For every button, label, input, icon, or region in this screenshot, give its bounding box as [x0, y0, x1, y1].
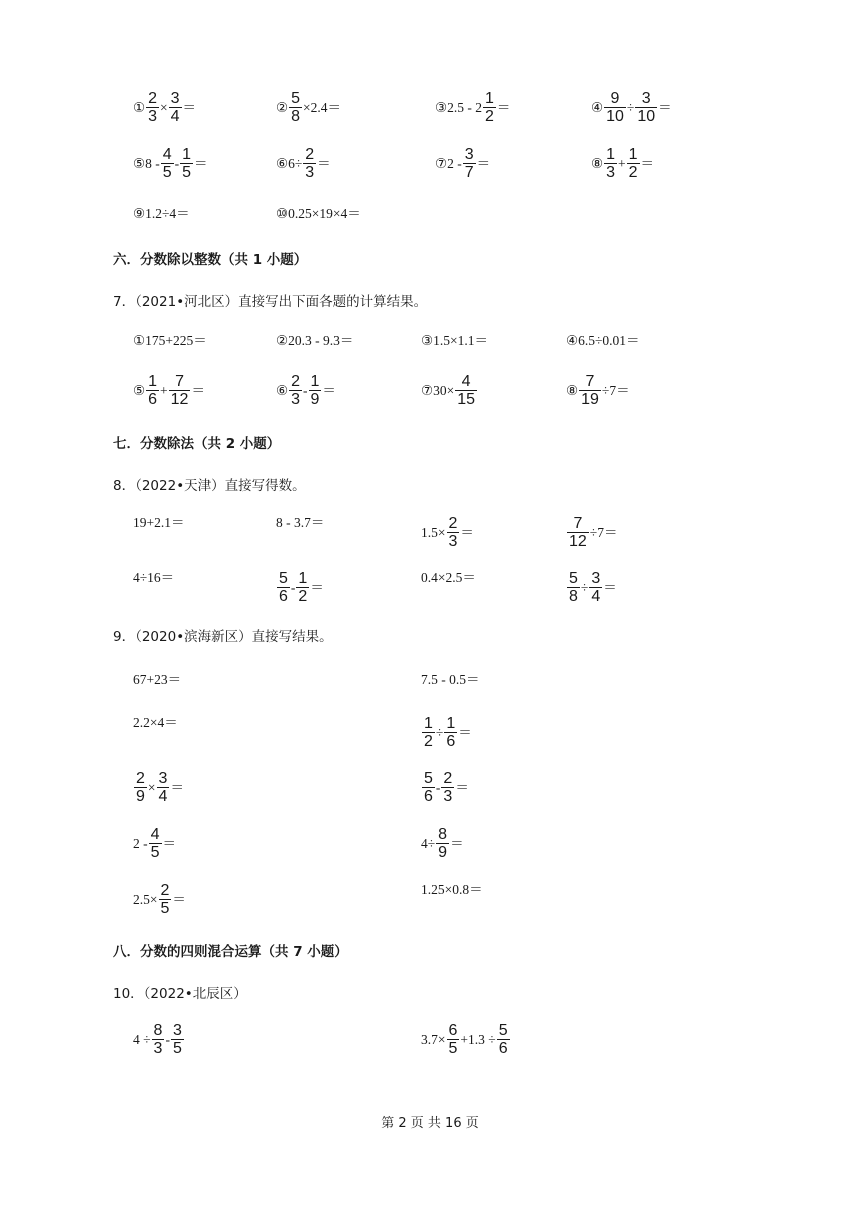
fraction-numerator: 7 [585, 373, 595, 390]
fraction-numerator: 6 [448, 1022, 458, 1039]
fraction-numerator: 3 [170, 90, 180, 107]
q8-expr-2 [276, 515, 324, 531]
q8-expr-7 [421, 570, 476, 586]
expr-text: 1.25×0.8＝ [421, 882, 483, 897]
q9-expr-6 [421, 770, 469, 805]
q9-expr-3 [133, 715, 178, 731]
fraction-numerator: 5 [279, 570, 288, 587]
expr-text: ＝ [194, 155, 208, 171]
fraction [289, 90, 302, 125]
expr-text: ＝ [450, 835, 464, 851]
expr-text: ④ [591, 99, 604, 115]
expr-text: ②20.3 - 9.3＝ [276, 333, 354, 348]
q7-expr-7 [421, 373, 478, 408]
expr-text: 1.5× [421, 524, 446, 540]
expr-text: + [618, 155, 626, 171]
fraction-numerator: 4 [461, 373, 471, 390]
expr-text: ⑩0.25×19×4＝ [276, 206, 361, 221]
fraction [579, 373, 601, 408]
expr-text: ＝ [191, 382, 205, 398]
fraction-numerator: 4 [162, 146, 172, 163]
fraction-denominator: 3 [305, 164, 315, 181]
fraction [171, 1022, 184, 1057]
fraction-numerator: 2 [443, 770, 453, 787]
expr-text: ＝ [322, 382, 336, 398]
fraction [146, 90, 159, 125]
q10-expr-2 [421, 1022, 511, 1057]
fraction-numerator: 1 [310, 373, 320, 390]
fraction-numerator: 1 [628, 146, 638, 163]
expr-text: 4 ÷ [133, 1031, 151, 1047]
fraction-denominator: 19 [581, 391, 599, 408]
fraction-denominator: 3 [153, 1040, 163, 1057]
expr-text: ÷7＝ [601, 382, 630, 398]
q9-expr-7 [133, 826, 176, 861]
fraction-denominator: 2 [424, 733, 433, 750]
fraction [444, 715, 457, 750]
fraction-denominator: 5 [448, 1040, 458, 1057]
expr-text: +1.3 ÷ [460, 1031, 496, 1047]
fraction-denominator: 5 [162, 164, 172, 181]
fraction-numerator: 2 [148, 90, 158, 107]
fraction [447, 1022, 460, 1057]
fraction-denominator: 2 [484, 108, 494, 125]
fraction-numerator: 3 [591, 570, 601, 587]
q7-expr-3 [421, 333, 488, 349]
fraction [309, 373, 322, 408]
expr-text: ⑦2 - [435, 155, 462, 171]
fraction [455, 373, 477, 408]
fraction [589, 570, 602, 605]
fraction [436, 826, 449, 861]
fraction-numerator: 1 [484, 90, 494, 107]
expr-text: ＝ [658, 99, 672, 115]
fraction [627, 146, 640, 181]
fraction-denominator: 9 [438, 844, 448, 861]
expr-text: - [290, 579, 296, 595]
fraction [277, 570, 290, 605]
fraction [303, 146, 316, 181]
q10-expr-1 [133, 1022, 185, 1057]
fraction-numerator: 1 [182, 146, 192, 163]
fraction-denominator: 6 [498, 1040, 508, 1057]
fraction-denominator: 6 [148, 391, 158, 408]
fraction-numerator: 1 [606, 146, 616, 163]
fraction-numerator: 3 [641, 90, 651, 107]
expr-text: 8 - 3.7＝ [276, 515, 325, 530]
fraction [296, 570, 309, 605]
page-footer: 第 2 页 共 16 页 [381, 1116, 479, 1131]
fraction [497, 1022, 510, 1057]
q8-expr-6 [276, 570, 324, 605]
expr-text: ＝ [170, 779, 184, 795]
expr-text: ①175+225＝ [133, 333, 207, 348]
fraction-denominator: 15 [457, 391, 476, 408]
fraction-numerator: 5 [569, 570, 578, 587]
q8-expr-1 [133, 515, 185, 531]
fraction-numerator: 8 [438, 826, 448, 843]
question-9: 9．（2020•滨海新区）直接写结果。 [113, 629, 333, 645]
expr-text: 4÷ [421, 835, 436, 851]
expr-text: ⑥ [276, 382, 289, 398]
fraction-denominator: 5 [182, 164, 192, 181]
expr-text: ⑦30× [421, 382, 455, 398]
expr-text: 7.5 - 0.5＝ [421, 672, 480, 687]
q7-expr-8 [566, 373, 630, 408]
fraction [447, 515, 460, 550]
fraction [157, 770, 170, 805]
expr-text: ×2.4＝ [303, 99, 342, 115]
expr-7 [435, 146, 490, 181]
expr-6 [276, 146, 331, 181]
fraction [604, 90, 626, 125]
fraction-denominator: 10 [606, 108, 624, 125]
fraction [422, 770, 435, 805]
fraction-denominator: 3 [448, 533, 458, 550]
fraction-denominator: 3 [291, 391, 301, 408]
fraction-denominator: 3 [606, 164, 616, 181]
expr-text: ＝ [162, 835, 177, 851]
fraction-numerator: 2 [160, 882, 170, 899]
fraction [146, 373, 159, 408]
expr-text: 4÷16＝ [133, 570, 175, 585]
expr-text: ⑨1.2÷4＝ [133, 206, 190, 221]
expr-text: ＝ [172, 891, 186, 907]
q9-expr-9 [133, 882, 186, 917]
expr-text: ② [276, 99, 289, 115]
expr-text: ÷ [626, 99, 635, 115]
fraction [289, 373, 302, 408]
fraction [134, 770, 147, 805]
fraction-denominator: 2 [298, 588, 308, 605]
fraction-denominator: 4 [591, 588, 601, 605]
fraction-numerator: 2 [291, 373, 301, 390]
expr-text: ③1.5×1.1＝ [421, 333, 488, 348]
q8-expr-4 [566, 515, 617, 550]
q9-expr-5 [133, 770, 184, 805]
fraction-numerator: 1 [446, 715, 456, 732]
q8-expr-3 [421, 515, 474, 550]
q7-expr-6 [276, 373, 336, 408]
expr-text: - [165, 1031, 170, 1047]
fraction-denominator: 6 [279, 588, 288, 605]
fraction-denominator: 10 [637, 108, 656, 125]
expr-text: + [160, 382, 168, 398]
fraction-denominator: 5 [160, 900, 170, 917]
fraction-numerator: 2 [305, 146, 315, 163]
expr-text: ＝ [460, 524, 474, 540]
q9-expr-2 [421, 672, 480, 688]
fraction-numerator: 1 [148, 373, 158, 390]
fraction [159, 882, 172, 917]
expr-text: × [160, 99, 168, 115]
expr-text: ① [133, 99, 146, 115]
fraction-numerator: 3 [158, 770, 168, 787]
q9-expr-4 [421, 715, 472, 750]
expr-text: ÷7＝ [589, 524, 618, 540]
question-10: 10．（2022•北辰区） [113, 986, 247, 1002]
expr-text: ÷ [435, 724, 444, 740]
q7-expr-5 [133, 373, 205, 408]
fraction [152, 1022, 165, 1057]
fraction-denominator: 5 [150, 844, 160, 861]
fraction-numerator: 9 [610, 90, 620, 107]
expr-text: ＝ [496, 99, 511, 115]
expr-text: 2 - [133, 835, 148, 851]
fraction-numerator: 4 [150, 826, 160, 843]
fraction [149, 826, 162, 861]
fraction-denominator: 9 [136, 788, 145, 805]
fraction [483, 90, 496, 125]
fraction-denominator: 6 [424, 788, 433, 805]
expr-8 [591, 146, 654, 181]
fraction [567, 515, 589, 550]
expr-text: ÷ [580, 579, 589, 595]
question-7: 7．（2021•河北区）直接写出下面各题的计算结果。 [113, 294, 428, 310]
fraction-denominator: 5 [172, 1040, 182, 1057]
fraction-denominator: 8 [569, 588, 578, 605]
fraction-denominator: 12 [170, 391, 189, 408]
expr-text: ＝ [317, 155, 331, 171]
fraction-numerator: 1 [298, 570, 308, 587]
fraction-denominator: 3 [148, 108, 158, 125]
q7-expr-2 [276, 333, 353, 349]
expr-9 [133, 206, 190, 222]
expr-text: ⑤ [133, 382, 146, 398]
expr-text: ⑧ [566, 382, 579, 398]
q7-expr-1 [133, 333, 207, 349]
fraction-denominator: 6 [446, 733, 456, 750]
q8-expr-5 [133, 570, 174, 586]
expr-text: ＝ [182, 99, 197, 115]
expr-2 [276, 90, 341, 125]
expr-text: ＝ [640, 155, 655, 171]
fraction-denominator: 2 [628, 164, 638, 181]
expr-text: ④6.5÷0.01＝ [566, 333, 640, 348]
expr-text: ＝ [476, 155, 491, 171]
expr-text: ⑧ [591, 155, 604, 171]
fraction-numerator: 7 [573, 515, 583, 532]
fraction [567, 570, 580, 605]
fraction [161, 146, 174, 181]
q9-expr-1 [133, 672, 181, 688]
fraction-denominator: 12 [569, 533, 587, 550]
fraction [441, 770, 454, 805]
fraction-numerator: 2 [448, 515, 458, 532]
fraction [169, 373, 191, 408]
expr-text: ＝ [458, 724, 472, 740]
expr-text: ＝ [455, 779, 469, 795]
expr-text: ⑥6÷ [276, 155, 303, 171]
section-heading-6: 六．分数除以整数（共 1 小题） [113, 252, 308, 268]
fraction-denominator: 4 [158, 788, 168, 805]
expr-text: ＝ [603, 579, 617, 595]
fraction [463, 146, 476, 181]
section-heading-8: 八．分数的四则混合运算（共 7 小题） [113, 944, 348, 960]
fraction-denominator: 3 [443, 788, 453, 805]
section-heading-7: 七．分数除法（共 2 小题） [113, 436, 281, 452]
expr-text: × [147, 779, 156, 795]
fraction-denominator: 8 [291, 108, 301, 125]
expr-10 [276, 206, 361, 222]
expr-text: 2.2×4＝ [133, 715, 178, 730]
fraction [180, 146, 193, 181]
expr-1 [133, 90, 196, 125]
fraction-numerator: 7 [175, 373, 184, 390]
fraction-numerator: 5 [291, 90, 301, 107]
expr-text: 0.4×2.5＝ [421, 570, 476, 585]
q9-expr-10 [421, 882, 483, 898]
fraction [422, 715, 435, 750]
fraction-numerator: 3 [172, 1022, 182, 1039]
fraction-denominator: 9 [310, 391, 320, 408]
fraction-denominator: 4 [170, 108, 180, 125]
expr-4 [591, 90, 672, 125]
expr-text: ③2.5 - 2 [435, 99, 482, 115]
fraction-numerator: 5 [498, 1022, 508, 1039]
expr-text: 19+2.1＝ [133, 515, 185, 530]
expr-text: ⑤8 - [133, 155, 160, 171]
expr-text: 2.5× [133, 891, 158, 907]
fraction [169, 90, 182, 125]
fraction-numerator: 5 [424, 770, 433, 787]
expr-3 [435, 90, 510, 125]
expr-text: 3.7× [421, 1031, 446, 1047]
fraction [635, 90, 657, 125]
question-8: 8．（2022•天津）直接写得数。 [113, 478, 306, 494]
expr-text: ＝ [310, 579, 324, 595]
q9-expr-8 [421, 826, 464, 861]
expr-text: - [174, 155, 180, 171]
expr-text: 67+23＝ [133, 672, 182, 687]
fraction [604, 146, 617, 181]
fraction-numerator: 8 [153, 1022, 163, 1039]
expr-5 [133, 146, 208, 181]
q7-expr-4 [566, 333, 640, 349]
q8-expr-8 [566, 570, 617, 605]
expr-text: - [435, 779, 441, 795]
expr-text: - [303, 382, 308, 398]
fraction-numerator: 3 [464, 146, 474, 163]
fraction-numerator: 2 [136, 770, 145, 787]
fraction-denominator: 7 [464, 164, 474, 181]
fraction-numerator: 1 [424, 715, 433, 732]
